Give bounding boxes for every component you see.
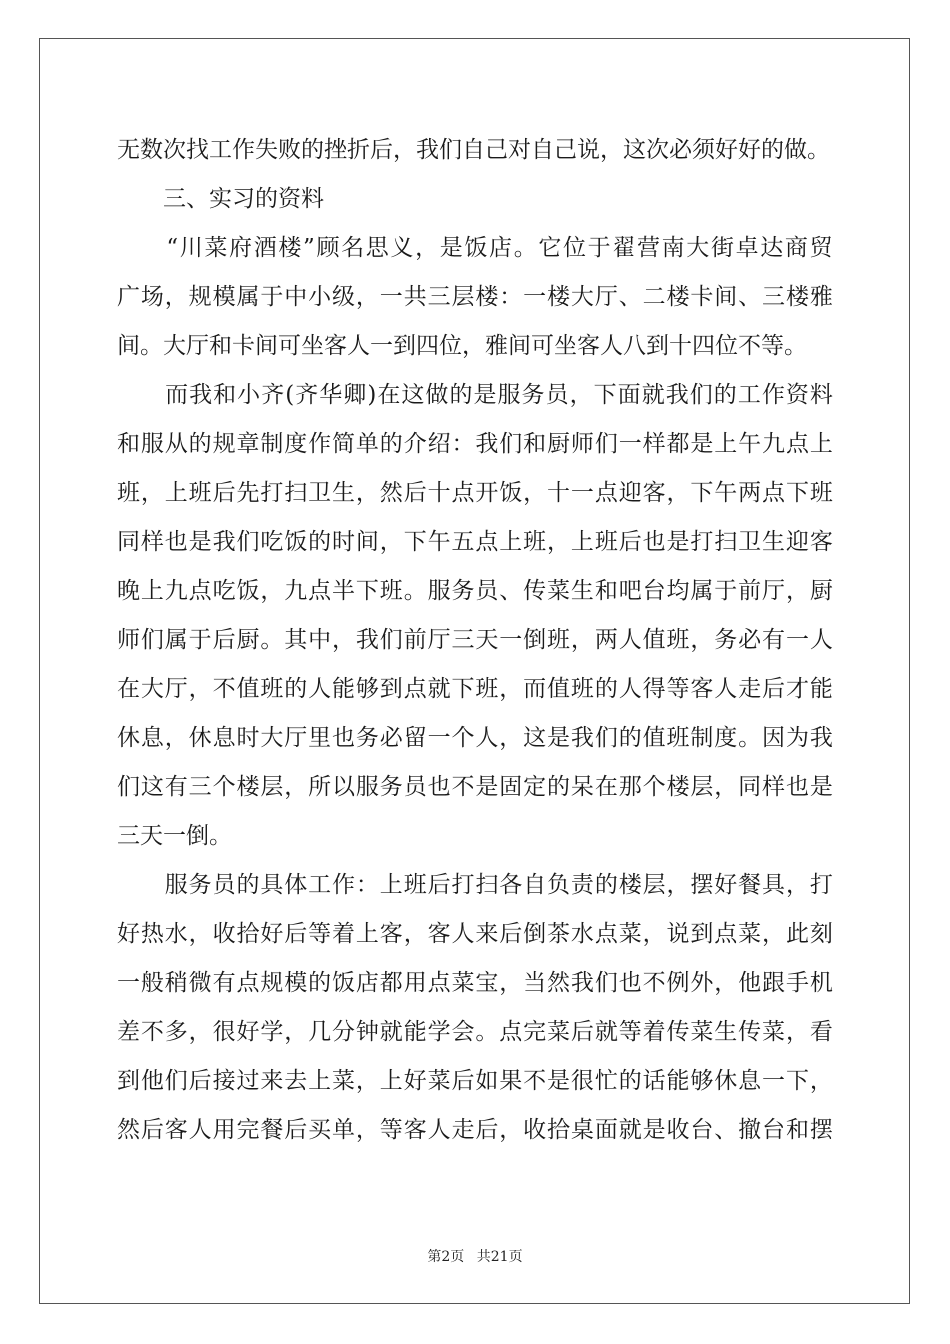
text-line: 休 息 ， 休 息 时 大 厅 里 也 务 必 留 一 个 人 ， 这 是 我 们 的 值 班 制 度 。 因 为 我 [117,725,833,751]
text-line: 在 大 厅 ， 不 值 班 的 人 能 够 到 点 就 下 班 ， 而 值 班 的 人 得 等 客 人 走 后 才 能 [117,676,833,702]
document-body [117,126,833,1155]
page-footer [0,1246,950,1266]
text-line: 晚 上 九 点 吃 饭 ， 九 点 半 下 班 。 服 务 员 、 传 菜 生 和 吧 台 均 属 于 前 厅 ， 厨 [117,578,833,604]
text-line: 广 场 ， 规 模 属 于 中 小 级 ， 一 共 三 层 楼 ： 一 楼 大 厅 、 二 楼 卡 间 、 三 楼 雅 [117,284,833,310]
text-line: 间。大厅和卡间可坐客人一到四位，雅间可坐客人八到十四位不等。 [117,333,807,359]
section-heading: 三、实习的资料 [117,186,324,212]
text-line: 三天一倒。 [117,823,232,849]
text-line: 一 般 稍 微 有 点 规 模 的 饭 店 都 用 点 菜 宝 ， 当 然 我 们 也 不 例 外 ， 他 跟 手 机 [117,970,833,996]
text-line: 到 他 们 后 接 过 来 去 上 菜 ， 上 好 菜 后 如 果 不 是 很 忙 的 话 能 够 休 息 一 下 ， [117,1068,833,1094]
text-line: 无数次找工作失败的挫折后，我们自己对自己说，这次必须好好的做。 [117,137,830,163]
text-line: 服 务 员 的 具 体 工 作 ： 上 班 后 打 扫 各 自 负 责 的 楼 层 ， 摆 好 餐 具 ， 打 [164,872,833,898]
page-total: 共21页 [476,1249,523,1265]
text-line: 差 不 多 ， 很 好 学 ， 几 分 钟 就 能 学 会 。 点 完 菜 后 就 等 着 传 菜 生 传 菜 ， 看 [117,1019,833,1045]
text-line: 班 ， 上 班 后 先 打 扫 卫 生 ， 然 后 十 点 开 饭 ， 十 一 点 迎 客 ， 下 午 两 点 下 班 [117,480,833,506]
text-line: 师 们 属 于 后 厨 。 其 中 ， 我 们 前 厅 三 天 一 倒 班 ， 两 人 值 班 ， 务 必 有 一 人 [117,627,833,653]
text-line: “ 川 菜 府 酒 楼 ” 顾 名 思 义 ， 是 饭 店 。 它 位 于 翟 营 南 大 街 卓 达 商 贸 [166,235,833,261]
text-line: 好 热 水 ， 收 拾 好 后 等 着 上 客 ， 客 人 来 后 倒 茶 水 点 菜 ， 说 到 点 菜 ， 此 刻 [117,921,833,947]
text-line: 同 样 也 是 我 们 吃 饭 的 时 间 ， 下 午 五 点 上 班 ， 上 班 后 也 是 打 扫 卫 生 迎 客 [117,529,833,555]
text-line: 和 服 从 的 规 章 制 度 作 简 单 的 介 绍 ： 我 们 和 厨 师 们 一 样 都 是 上 午 九 点 上 [117,431,833,457]
text-line: 然 后 客 人 用 完 餐 后 买 单 ， 等 客 人 走 后 ， 收 拾 桌 面 就 是 收 台 、 撤 台 和 摆 [117,1117,833,1143]
page-number: 第2页 [427,1249,465,1265]
text-line: 而 我 和 小 齐 ( 齐 华 卿 ) 在 这 做 的 是 服 务 员 ， 下 面 就 我 们 的 工 作 资 料 [165,382,833,408]
text-line: 们 这 有 三 个 楼 层 ， 所 以 服 务 员 也 不 是 固 定 的 呆 在 那 个 楼 层 ， 同 样 也 是 [117,774,833,800]
